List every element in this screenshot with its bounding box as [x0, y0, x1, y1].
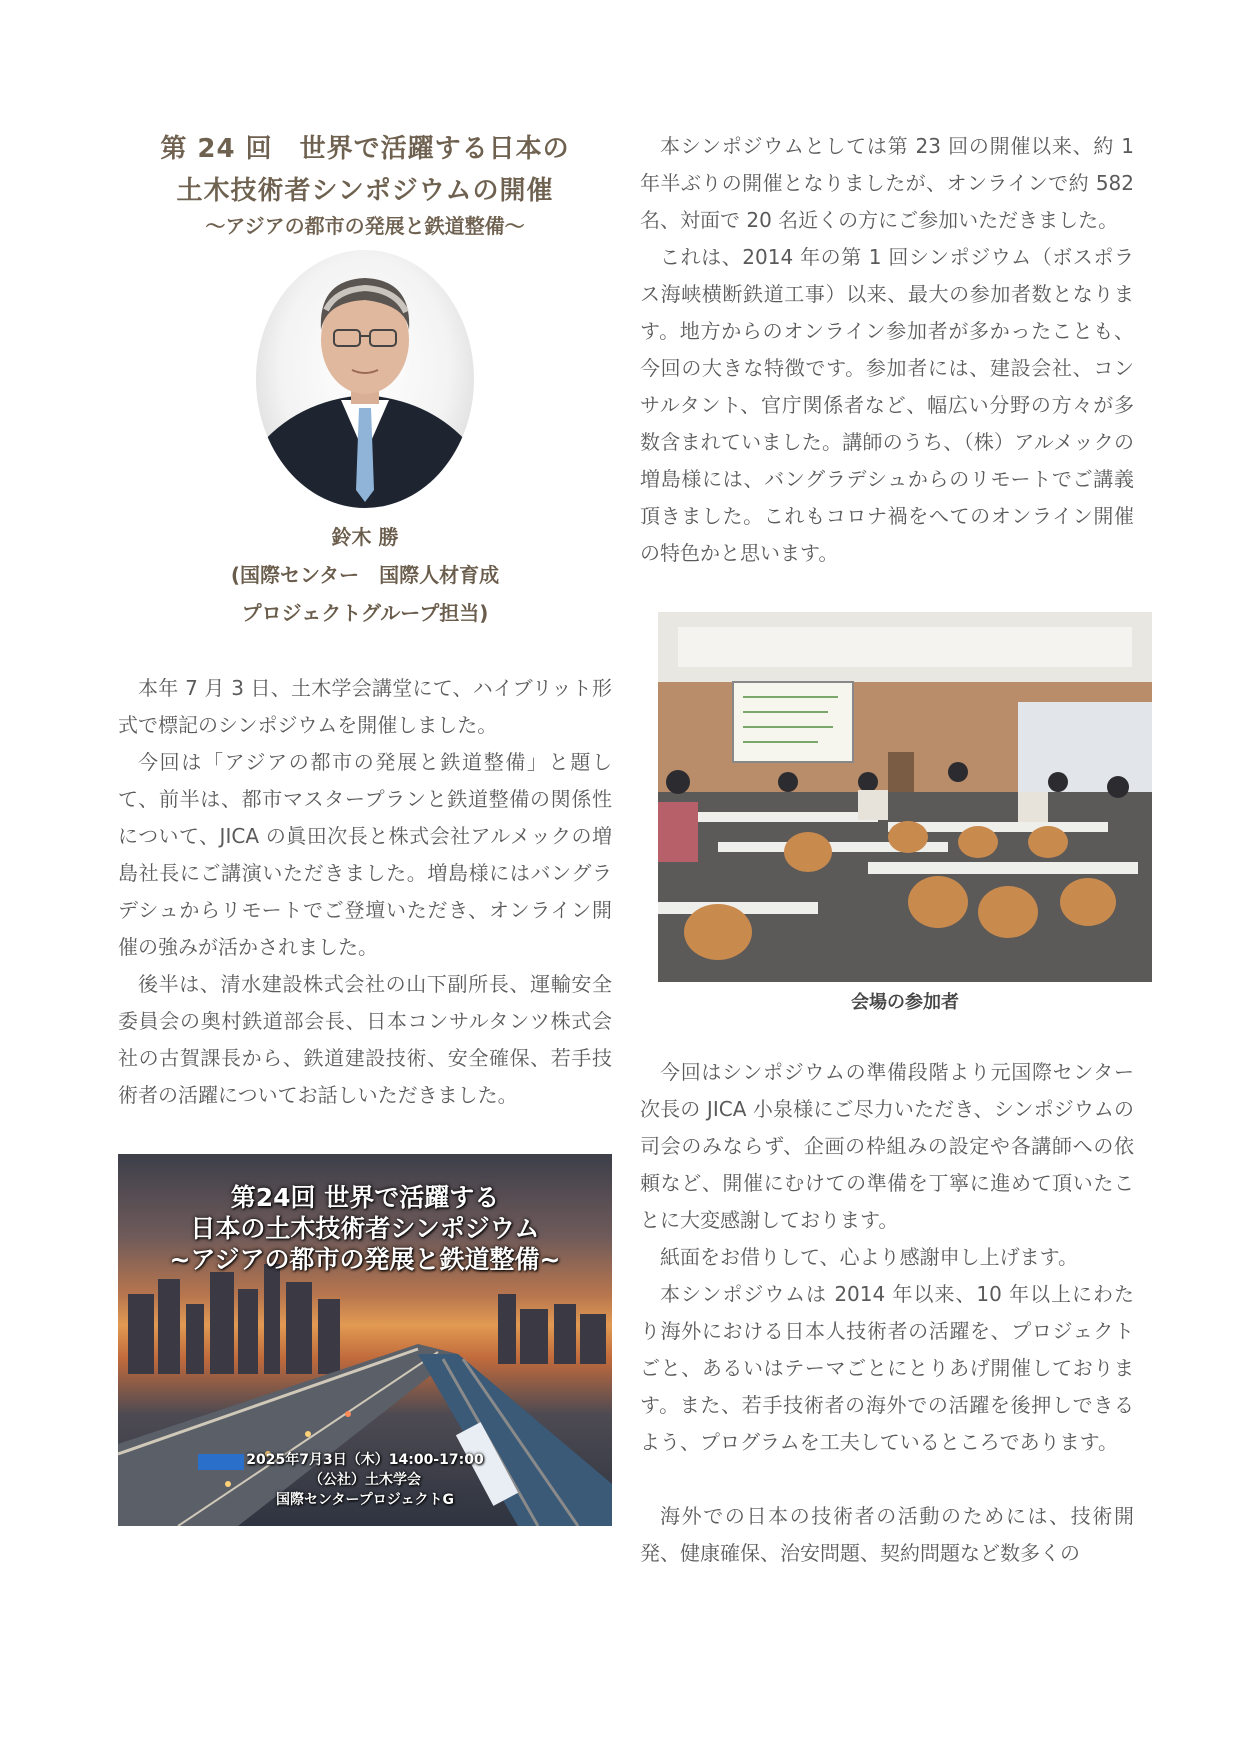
- paragraph: 本年 7 月 3 日、土木学会講堂にて、ハイブリット形式で標記のシンポジウムを開催しました。: [118, 676, 612, 737]
- poster-title-line3: ~アジアの都市の発展と鉄道整備~: [169, 1245, 561, 1274]
- speaker-affiliation-line2: プロジェクトグループ担当): [241, 601, 489, 625]
- paragraph: 本シンポジウムとしては第 23 回の開催以来、約 1 年半ぶりの開催となりましたが、オンラインで約 582 名、対面で 20 名近くの方にご参加いただきました。: [640, 134, 1134, 232]
- poster-date: 2025年7月3日（木）14:00-17:00: [246, 1452, 484, 1468]
- photo-caption: 会場の参加者: [851, 992, 959, 1013]
- poster-title-line2: 日本の土木技術者シンポジウム: [190, 1214, 540, 1243]
- article-title-line1: 第 24 回 世界で活躍する日本の: [160, 134, 570, 164]
- speaker-affiliation-line1: (国際センター 国際人材育成: [230, 563, 500, 587]
- speaker-portrait: [256, 250, 474, 508]
- article-subtitle: ～アジアの都市の発展と鉄道整備～: [205, 214, 525, 238]
- right-column: [640, 128, 1134, 1572]
- right-body-text-top: [640, 128, 1134, 572]
- paragraph: 紙面をお借りして、心より感謝申し上げます。: [660, 1245, 1078, 1269]
- paragraph: 今回は「アジアの都市の発展と鉄道整備」と題して、前半は、都市マスタープランと鉄道整備の関係性について、JICA の眞田次長と株式会社アルメックの増島社長にご講演いただきました。増島様にはバングラデシュからリモートでご登壇いただき、オンライン開催の強みが活かされました。: [118, 750, 612, 959]
- venue-photo: [658, 612, 1152, 982]
- left-column: [118, 128, 612, 1526]
- right-body-text-mid: [640, 1054, 1134, 1461]
- poster-info: [118, 1450, 612, 1510]
- paragraph: 今回はシンポジウムの準備段階より元国際センター次長の JICA 小泉様にご尽力いただき、シンポジウムの司会のみならず、企画の枠組みの設定や各講師への依頼など、開催にむけての準備を丁寧に進めて頂いたことに大変感謝しております。: [640, 1060, 1134, 1232]
- symposium-poster: [118, 1154, 612, 1526]
- speaker-name: 鈴木 勝: [331, 525, 399, 549]
- paragraph: これは、2014 年の第 1 回シンポジウム（ボスポラス海峡横断鉄道工事）以来、最大の参加者数となります。地方からのオンライン参加者が多かったことも、今回の大きな特徴です。参加者には、建設会社、コンサルタント、官庁関係者など、幅広い分野の方々が多数含まれていました。講師のうち、（株）アルメックの増島様には、バングラデシュからのリモートでご講義頂きました。これもコロナ禍をへてのオンライン開催の特色かと思います。: [640, 245, 1134, 565]
- paragraph: 本シンポジウムは 2014 年以来、10 年以上にわたり海外における日本人技術者の活躍を、プロジェクトごと、あるいはテーマごとにとりあげ開催しております。また、若手技術者の海外での活躍を後押しできるよう、プログラムを工夫しているところであります。: [640, 1282, 1134, 1454]
- paragraph: 後半は、清水建設株式会社の山下副所長、運輸安全委員会の奥村鉄道部会長、日本コンサルタンツ株式会社の古賀課長から、鉄道建設技術、安全確保、若手技術者の活躍についてお話しいただきました。: [118, 972, 612, 1107]
- left-body-text: [118, 670, 612, 1114]
- poster-organizer: （公社）土木学会: [309, 1472, 421, 1488]
- right-body-text-bottom: [640, 1498, 1134, 1572]
- speaker-portrait-frame: [118, 250, 612, 510]
- speaker-info: [118, 518, 612, 632]
- poster-title: [118, 1182, 612, 1275]
- article-title-line2: 土木技術者シンポジウムの開催: [176, 176, 554, 206]
- poster-group: 国際センタープロジェクトG: [276, 1492, 454, 1508]
- poster-title-line1: 第24回 世界で活躍する: [230, 1183, 500, 1212]
- paragraph: 海外での日本の技術者の活動のためには、技術開発、健康確保、治安問題、契約問題など数多くの: [640, 1504, 1134, 1565]
- article-header: [118, 128, 612, 240]
